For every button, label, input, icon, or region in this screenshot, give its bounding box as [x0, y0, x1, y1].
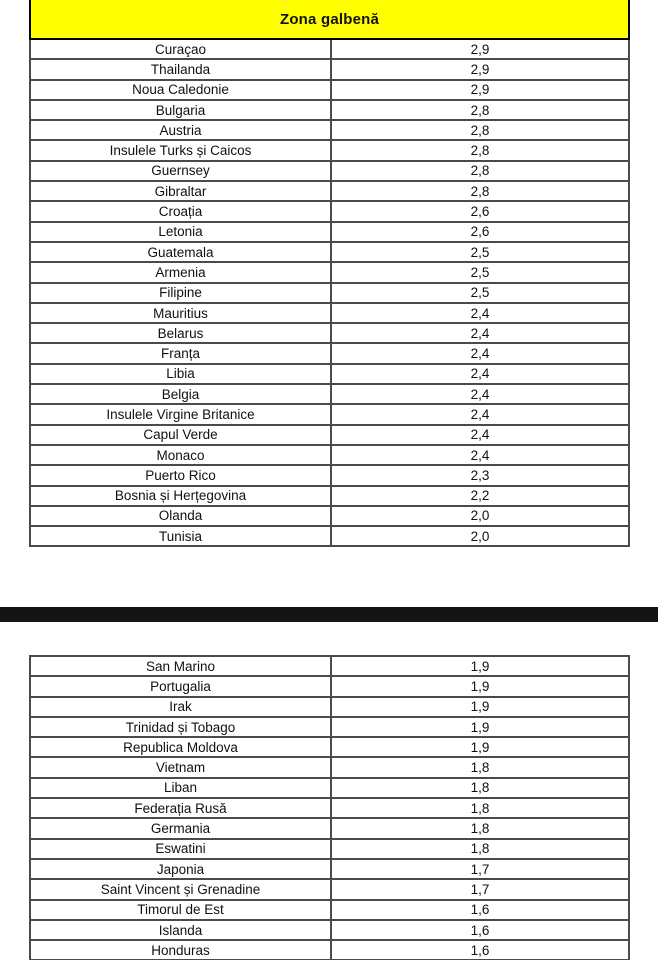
value-cell: 2,4 [331, 384, 629, 404]
value-cell: 2,8 [331, 181, 629, 201]
table-row [30, 323, 629, 343]
value-cell: 2,8 [331, 120, 629, 140]
table-row [30, 757, 629, 777]
table-row [30, 140, 629, 160]
value-cell: 2,6 [331, 222, 629, 242]
country-cell: Saint Vincent și Grenadine [30, 879, 331, 899]
value-cell: 2,8 [331, 100, 629, 120]
country-cell: Honduras [30, 940, 331, 960]
table-row [30, 940, 629, 960]
value-cell: 2,5 [331, 262, 629, 282]
value-cell: 1,9 [331, 717, 629, 737]
value-cell: 1,6 [331, 920, 629, 940]
country-cell: Monaco [30, 445, 331, 465]
country-cell: Liban [30, 778, 331, 798]
table-row [30, 859, 629, 879]
value-cell: 2,9 [331, 59, 629, 79]
value-cell: 2,4 [331, 303, 629, 323]
country-cell: Franța [30, 343, 331, 363]
table-row [30, 161, 629, 181]
table-row [30, 839, 629, 859]
value-cell: 1,7 [331, 879, 629, 899]
value-cell: 1,6 [331, 940, 629, 960]
value-cell: 2,4 [331, 343, 629, 363]
country-cell: Eswatini [30, 839, 331, 859]
table-row [30, 262, 629, 282]
value-cell: 1,9 [331, 676, 629, 696]
table-row [30, 676, 629, 696]
value-cell: 1,6 [331, 900, 629, 920]
table-row [30, 879, 629, 899]
table-body-bottom [30, 656, 629, 960]
value-cell: 1,8 [331, 798, 629, 818]
country-cell: Belarus [30, 323, 331, 343]
table-row [30, 798, 629, 818]
country-cell: Insulele Turks și Caicos [30, 140, 331, 160]
country-cell: Belgia [30, 384, 331, 404]
value-cell: 2,2 [331, 486, 629, 506]
value-cell: 2,8 [331, 140, 629, 160]
table-header-row [30, 0, 629, 39]
country-cell: Timorul de Est [30, 900, 331, 920]
table-row [30, 343, 629, 363]
country-cell: Mauritius [30, 303, 331, 323]
country-cell: Noua Caledonie [30, 80, 331, 100]
value-cell: 2,8 [331, 161, 629, 181]
country-cell: Guernsey [30, 161, 331, 181]
country-rating-table-top [29, 0, 630, 547]
country-cell: Irak [30, 697, 331, 717]
country-cell: San Marino [30, 656, 331, 676]
country-cell: Trinidad și Tobago [30, 717, 331, 737]
country-cell: Japonia [30, 859, 331, 879]
country-cell: Portugalia [30, 676, 331, 696]
value-cell: 2,5 [331, 283, 629, 303]
country-cell: Puerto Rico [30, 465, 331, 485]
value-cell: 1,8 [331, 839, 629, 859]
table-row [30, 656, 629, 676]
value-cell: 2,4 [331, 364, 629, 384]
table-row [30, 506, 629, 526]
country-cell: Vietnam [30, 757, 331, 777]
country-cell: Insulele Virgine Britanice [30, 404, 331, 424]
zona-galbena-table-bottom [29, 655, 628, 960]
value-cell: 1,7 [331, 859, 629, 879]
table-row [30, 181, 629, 201]
value-cell: 2,5 [331, 242, 629, 262]
table-row [30, 201, 629, 221]
country-cell: Bosnia și Herțegovina [30, 486, 331, 506]
country-cell: Libia [30, 364, 331, 384]
table-row [30, 100, 629, 120]
country-cell: Filipine [30, 283, 331, 303]
country-cell: Tunisia [30, 526, 331, 546]
country-cell: Armenia [30, 262, 331, 282]
value-cell: 2,0 [331, 526, 629, 546]
table-row [30, 384, 629, 404]
value-cell: 1,9 [331, 697, 629, 717]
country-cell: Gibraltar [30, 181, 331, 201]
table-row [30, 364, 629, 384]
table-row [30, 778, 629, 798]
value-cell: 2,4 [331, 323, 629, 343]
country-cell: Capul Verde [30, 425, 331, 445]
value-cell: 2,9 [331, 39, 629, 59]
table-row [30, 425, 629, 445]
value-cell: 2,6 [331, 201, 629, 221]
table-row [30, 404, 629, 424]
table-row [30, 445, 629, 465]
table-row [30, 737, 629, 757]
country-cell: Thailanda [30, 59, 331, 79]
country-cell: Islanda [30, 920, 331, 940]
table-row [30, 303, 629, 323]
country-cell: Federația Rusă [30, 798, 331, 818]
table-row [30, 717, 629, 737]
country-cell: Austria [30, 120, 331, 140]
table-row [30, 920, 629, 940]
table-row [30, 242, 629, 262]
value-cell: 2,9 [331, 80, 629, 100]
table-row [30, 818, 629, 838]
zona-galbena-table-top [29, 0, 628, 547]
value-cell: 2,0 [331, 506, 629, 526]
value-cell: 2,4 [331, 425, 629, 445]
table-body-top [30, 39, 629, 546]
value-cell: 1,9 [331, 656, 629, 676]
zona-galbena-header: Zona galbenă [30, 0, 629, 39]
value-cell: 1,9 [331, 737, 629, 757]
country-cell: Croația [30, 201, 331, 221]
country-cell: Olanda [30, 506, 331, 526]
table-row [30, 80, 629, 100]
table-row [30, 222, 629, 242]
value-cell: 2,4 [331, 404, 629, 424]
table-row [30, 526, 629, 546]
value-cell: 1,8 [331, 818, 629, 838]
separator-bar [0, 607, 658, 622]
country-cell: Bulgaria [30, 100, 331, 120]
table-row [30, 120, 629, 140]
country-rating-table-bottom [29, 655, 630, 960]
table-row [30, 697, 629, 717]
country-cell: Curaçao [30, 39, 331, 59]
value-cell: 1,8 [331, 757, 629, 777]
country-cell: Guatemala [30, 242, 331, 262]
value-cell: 2,4 [331, 445, 629, 465]
value-cell: 2,3 [331, 465, 629, 485]
country-cell: Germania [30, 818, 331, 838]
table-row [30, 486, 629, 506]
table-row [30, 59, 629, 79]
table-row [30, 39, 629, 59]
country-cell: Letonia [30, 222, 331, 242]
value-cell: 1,8 [331, 778, 629, 798]
country-cell: Republica Moldova [30, 737, 331, 757]
table-row [30, 283, 629, 303]
table-row [30, 465, 629, 485]
table-row [30, 900, 629, 920]
